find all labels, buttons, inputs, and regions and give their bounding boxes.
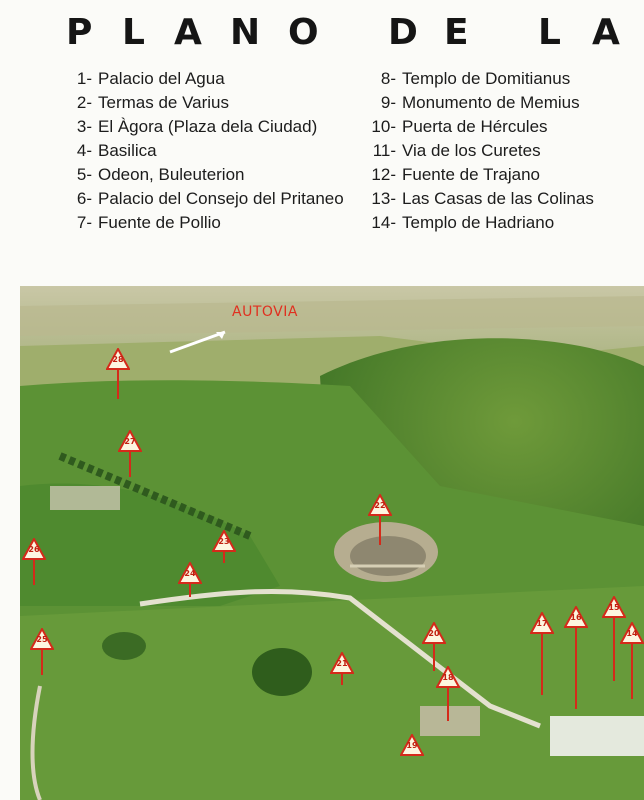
- site-marker-18: [436, 666, 460, 688]
- marker-pole: [575, 627, 577, 709]
- marker-pole: [189, 583, 191, 597]
- legend-label: Fuente de Pollio: [98, 213, 221, 232]
- site-marker-15: [602, 596, 626, 618]
- title-letter: E: [444, 12, 469, 53]
- legend-label: Via de los Curetes: [402, 141, 541, 160]
- legend-label: Templo de Domitianus: [402, 69, 571, 88]
- marker-pole: [379, 515, 381, 545]
- tree-clump: [102, 632, 146, 660]
- title-letter: L: [122, 12, 145, 53]
- site-marker-number: 17: [536, 619, 548, 628]
- library-ruins: [420, 706, 480, 736]
- legend-number: 12-: [371, 165, 396, 184]
- legend-item: [356, 115, 644, 139]
- legend-item: [58, 211, 358, 235]
- site-marker-number: 15: [608, 603, 620, 612]
- marker-pole: [223, 551, 225, 563]
- legend-number: 10-: [371, 117, 396, 136]
- site-marker-number: 18: [442, 673, 454, 682]
- legend-label: Palacio del Consejo del Pritaneo: [98, 189, 344, 208]
- site-marker-27: [118, 430, 142, 452]
- legend-label: Puerta de Hércules: [402, 117, 548, 136]
- legend-label: El Àgora (Plaza dela Ciudad): [98, 117, 318, 136]
- site-marker-16: [564, 606, 588, 628]
- title-letter: L: [538, 12, 561, 53]
- legend-number: 2-: [76, 93, 92, 112]
- site-marker-number: 16: [570, 613, 582, 622]
- marker-pole: [631, 643, 633, 699]
- legend-number: 9-: [380, 93, 396, 112]
- marker-pole: [41, 649, 43, 675]
- marker-pole: [341, 673, 343, 685]
- legend-number: 6-: [76, 189, 92, 208]
- site-marker-number: 24: [184, 569, 196, 578]
- legend-number: 13-: [371, 189, 396, 208]
- legend-item: [58, 187, 358, 211]
- legend-item: [58, 115, 358, 139]
- site-marker-25: [30, 628, 54, 650]
- title-letter: N: [230, 12, 261, 53]
- marker-pole: [117, 369, 119, 399]
- legend-item: [356, 163, 644, 187]
- legend-item: [356, 139, 644, 163]
- map-title: [66, 12, 644, 56]
- legend-item: [356, 187, 644, 211]
- shelter-roof: [550, 716, 644, 756]
- marker-pole: [613, 617, 615, 681]
- legend-item: [58, 91, 358, 115]
- legend-number: 5-: [76, 165, 92, 184]
- site-marker-number: 28: [112, 355, 124, 364]
- site-marker-number: 22: [374, 501, 386, 510]
- marker-pole: [541, 633, 543, 695]
- tree-clump: [252, 648, 312, 696]
- legend-item: [58, 163, 358, 187]
- site-marker-14: [620, 622, 644, 644]
- legend-number: 3-: [76, 117, 92, 136]
- legend-item: [58, 139, 358, 163]
- site-marker-number: 27: [124, 437, 136, 446]
- legend-number: 11-: [372, 141, 396, 160]
- title-letter: O: [288, 12, 319, 53]
- legend-label: Fuente de Trajano: [402, 165, 540, 184]
- legend-number: 14-: [371, 213, 396, 232]
- site-marker-21: [330, 652, 354, 674]
- marker-pole: [447, 687, 449, 721]
- title-letter: P: [66, 12, 93, 53]
- site-marker-number: 25: [36, 635, 48, 644]
- title-letter: D: [388, 12, 418, 53]
- legend-number: 1-: [76, 69, 92, 88]
- aerial-site-photo: [20, 286, 644, 800]
- site-marker-number: 19: [406, 741, 418, 750]
- legend-number: 8-: [380, 69, 396, 88]
- legend-number: 7-: [76, 213, 92, 232]
- site-marker-22: [368, 494, 392, 516]
- title-letter: A: [174, 12, 202, 53]
- marker-pole: [33, 559, 35, 585]
- ruins-cluster: [50, 486, 120, 510]
- marker-pole: [129, 451, 131, 477]
- site-marker-number: 23: [218, 537, 230, 546]
- site-marker-20: [422, 622, 446, 644]
- theatre-cavea: [350, 536, 426, 576]
- legend-item: [356, 67, 644, 91]
- legend-label: Odeon, Buleuterion: [98, 165, 245, 184]
- legend-left-column: [58, 67, 358, 235]
- site-marker-23: [212, 530, 236, 552]
- legend-label: Monumento de Memius: [402, 93, 580, 112]
- autovia-label: AUTOVIA: [232, 304, 298, 320]
- legend-number: 4-: [76, 141, 92, 160]
- legend-label: Termas de Varius: [98, 93, 230, 112]
- legend-label: Basilica: [98, 141, 157, 160]
- legend-label: Templo de Hadriano: [402, 213, 555, 232]
- marker-pole: [433, 643, 435, 671]
- legend-right-column: [356, 67, 644, 235]
- site-marker-number: 14: [626, 629, 638, 638]
- site-marker-number: 21: [336, 659, 348, 668]
- legend-item: [58, 67, 358, 91]
- site-marker-number: 20: [428, 629, 440, 638]
- legend-item: [356, 91, 644, 115]
- site-marker-number: 26: [28, 545, 40, 554]
- site-marker-17: [530, 612, 554, 634]
- site-marker-24: [178, 562, 202, 584]
- site-marker-26: [22, 538, 46, 560]
- site-marker-19: [400, 734, 424, 756]
- title-letter: A: [592, 12, 620, 53]
- site-marker-28: [106, 348, 130, 370]
- legend-label: Palacio del Agua: [98, 69, 225, 88]
- legend-label: Las Casas de las Colinas: [402, 189, 594, 208]
- legend-item: [356, 211, 644, 235]
